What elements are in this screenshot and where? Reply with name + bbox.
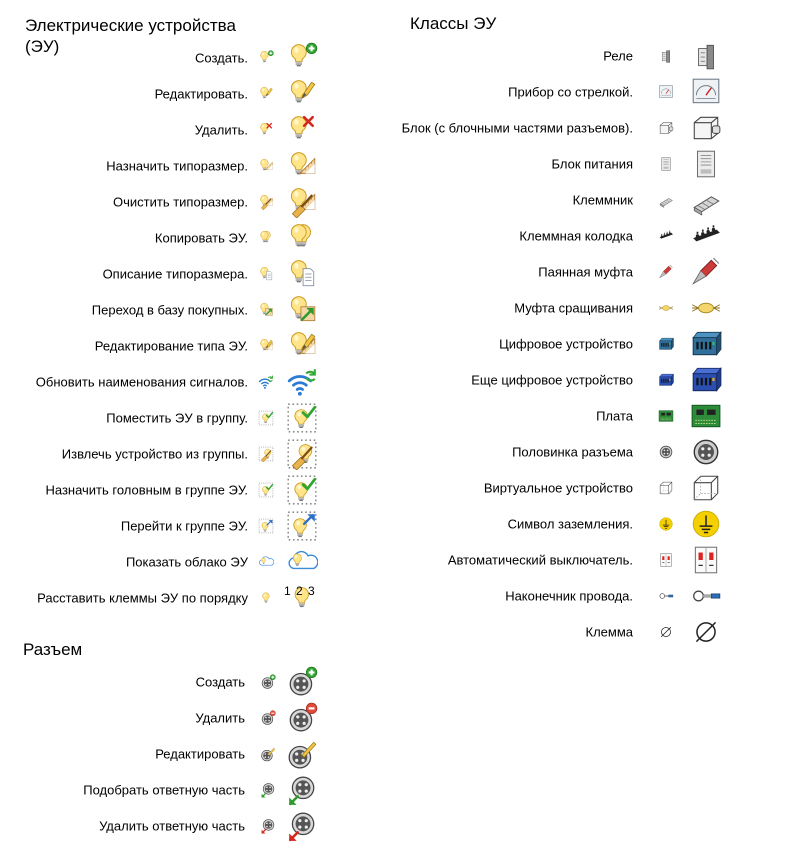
- legend-row: [0, 38, 800, 74]
- legend-row: [0, 542, 800, 578]
- connector-add-icon: [286, 666, 318, 698]
- terminal-block-icon: [690, 184, 722, 216]
- legend-label: Обновить наименования сигналов.: [35, 374, 248, 390]
- legend-row: [0, 434, 800, 470]
- relay-icon: [658, 48, 674, 64]
- splice-icon: [690, 292, 722, 324]
- legend-label: Удалить.: [194, 122, 248, 138]
- legend-label: Паянная муфта: [538, 264, 633, 280]
- terminal-strip-icon: [690, 220, 722, 252]
- legend-label: Очистить типоразмер.: [113, 194, 248, 210]
- ground-icon: [690, 508, 722, 540]
- numbering-label: 1 2 3: [284, 584, 316, 598]
- legend-label: Назначить типоразмер.: [106, 158, 248, 174]
- soldering-iron-icon: [658, 264, 674, 280]
- legend-label: Блок (с блочными частями разъемов).: [401, 120, 633, 136]
- digital-device-icon: [658, 336, 674, 352]
- breaker-icon: [658, 552, 674, 568]
- connector-unmatch-icon: [260, 818, 276, 834]
- legend-row: [0, 362, 800, 398]
- connector-delete-icon: [286, 702, 318, 734]
- legend-row: [0, 664, 800, 700]
- legend-row: [0, 398, 800, 434]
- legend-row: [0, 772, 800, 808]
- board-icon: [658, 408, 674, 424]
- legend-label: Клеммник: [572, 192, 633, 208]
- legend-label: Удалить: [195, 710, 245, 726]
- block-icon: [658, 120, 674, 136]
- legend-label: Блок питания: [551, 156, 633, 172]
- ground-icon: [658, 516, 674, 532]
- legend-label: Половинка разъема: [512, 444, 633, 460]
- legend-label: Переход в базу покупных.: [91, 302, 248, 318]
- legend-label: Расставить клеммы ЭУ по порядку: [37, 590, 248, 606]
- legend-row: [0, 470, 800, 506]
- terminal-icon: [658, 624, 674, 640]
- section-title: Разъем: [23, 640, 83, 659]
- legend-row: [0, 700, 800, 736]
- digital-device-2-icon: [658, 372, 674, 388]
- legend-label: Поместить ЭУ в группу.: [106, 410, 248, 426]
- legend-label: Плата: [596, 408, 633, 424]
- legend-label: Реле: [603, 48, 633, 64]
- legend-row: [0, 578, 800, 614]
- legend-label: Муфта сращивания: [514, 300, 633, 316]
- gauge-icon: [658, 84, 674, 100]
- legend-label: Наконечник провода.: [505, 588, 633, 604]
- legend-label: Автоматический выключатель.: [447, 552, 633, 568]
- connector-match-icon: [286, 774, 318, 806]
- terminal-block-icon: [658, 192, 674, 208]
- legend-label: Редактирование типа ЭУ.: [94, 338, 248, 354]
- legend-row: [0, 254, 800, 290]
- legend-label: Еще цифровое устройство: [471, 372, 633, 388]
- connector-edit-icon: [286, 738, 318, 770]
- connector-add-icon: [260, 674, 276, 690]
- splice-icon: [658, 300, 674, 316]
- legend-row: [0, 182, 800, 218]
- legend-row: [0, 326, 800, 362]
- legend-row: [0, 146, 800, 182]
- legend-label: Перейти к группе ЭУ.: [120, 518, 248, 534]
- legend-row: [0, 74, 800, 110]
- legend-row: [0, 808, 800, 844]
- legend-label: Назначить головным в группе ЭУ.: [45, 482, 248, 498]
- connector-half-icon: [658, 444, 674, 460]
- soldering-iron-icon: [690, 256, 722, 288]
- wire-lug-icon: [658, 588, 674, 604]
- virtual-device-icon: [690, 472, 722, 504]
- terminal-icon: [690, 616, 722, 648]
- connector-unmatch-icon: [286, 810, 318, 842]
- connector-half-icon: [690, 436, 722, 468]
- legend-label: Создать.: [194, 50, 248, 66]
- legend-label: Копировать ЭУ.: [154, 230, 248, 246]
- digital-device-2-icon: [690, 364, 722, 396]
- power-supply-icon: [690, 148, 722, 180]
- legend-label: Клемма: [585, 624, 633, 640]
- legend-row: [0, 110, 800, 146]
- section-title: Электрические устройства (ЭУ): [25, 16, 236, 56]
- connector-match-icon: [260, 782, 276, 798]
- section-title: Классы ЭУ: [410, 14, 497, 33]
- relay-icon: [690, 40, 722, 72]
- legend-label: Цифровое устройство: [499, 336, 633, 352]
- legend-label: Описание типоразмера.: [102, 266, 248, 282]
- terminal-strip-icon: [658, 228, 674, 244]
- board-icon: [690, 400, 722, 432]
- wire-lug-icon: [690, 580, 722, 612]
- virtual-device-icon: [658, 480, 674, 496]
- legend-label: Прибор со стрелкой.: [508, 84, 633, 100]
- gauge-icon: [690, 76, 722, 108]
- legend-label: Редактировать.: [154, 86, 248, 102]
- legend-label: Редактировать: [155, 746, 245, 762]
- legend-label: Показать облако ЭУ: [125, 554, 248, 570]
- breaker-icon: [690, 544, 722, 576]
- connector-delete-icon: [260, 710, 276, 726]
- legend-row: [0, 614, 800, 650]
- power-supply-icon: [658, 156, 674, 172]
- legend-row: [0, 736, 800, 772]
- legend-label: Удалить ответную часть: [99, 818, 245, 834]
- legend-label: Извлечь устройство из группы.: [61, 446, 248, 462]
- legend-row: [0, 506, 800, 542]
- legend-label: Символ заземления.: [507, 516, 633, 532]
- legend-label: Виртуальное устройство: [483, 480, 633, 496]
- legend-row: [0, 218, 800, 254]
- legend-row: [0, 290, 800, 326]
- legend-label: Создать: [195, 674, 245, 690]
- digital-device-icon: [690, 328, 722, 360]
- block-icon: [690, 112, 722, 144]
- legend-label: Клеммная колодка: [519, 228, 633, 244]
- legend-label: Подобрать ответную часть: [83, 782, 245, 798]
- connector-edit-icon: [260, 746, 276, 762]
